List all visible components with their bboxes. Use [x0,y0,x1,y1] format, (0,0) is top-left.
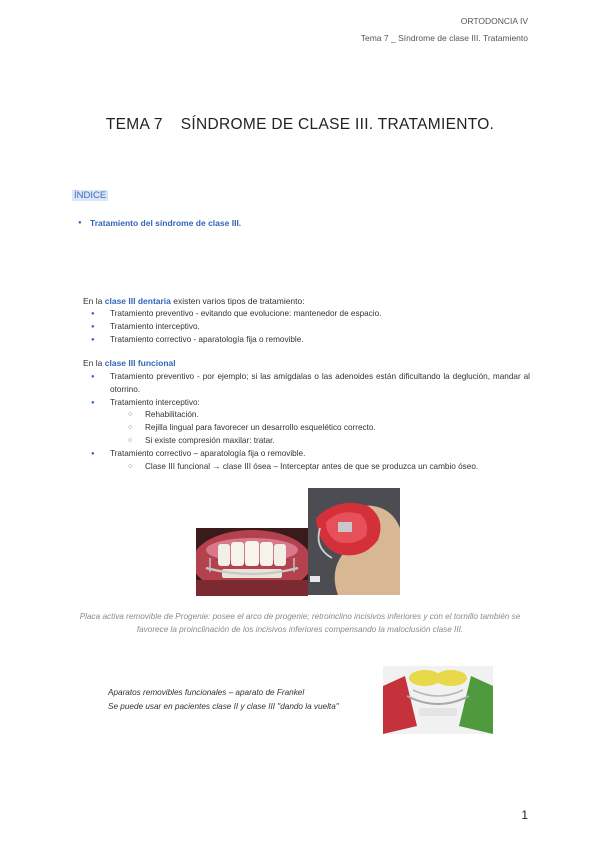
index-link-item[interactable]: ● Tratamiento del síndrome de clase III. [90,218,241,228]
photo-removable-plate-model [308,488,400,595]
list-item: ● Tratamiento correctivo – aparatología fija o removible. [0,448,530,461]
header-course: ORTODONCIA IV [460,16,528,26]
funcional-list [0,371,530,473]
dentaria-list [0,308,530,346]
index-heading[interactable]: ÍNDICE [74,190,107,201]
figure1-caption: Placa activa removible de Progenie: posee el arco de progenie; retroinclino incisivos inferiores y con el tornillo también se favorece la proinclinación de los incisivos inferiores compensando la maloclusión clase III. [79,612,521,634]
sub-list-item: ○ Clase III funcional → clase III ósea – Interceptar antes de que se produzca un cambio óseo. [0,461,530,474]
photo-intraoral-appliance [196,528,308,596]
sub-list-item: ○ Si existe compresión maxilar: tratar. [0,435,530,448]
list-item: ● Tratamiento preventivo - por ejemplo; si las amígdalas o las adenoides están dificultando la deglución, mandar al otorrino. [0,371,530,397]
funcional-highlight: clase III funcional [104,358,176,368]
header-topic: Tema 7 _ Síndrome de clase III. Tratamiento [360,33,528,43]
funcional-prefix: En la [83,358,105,368]
dentaria-suffix: existen varios tipos de tratamiento: [170,296,305,306]
title-number: TEMA 7 [105,116,163,133]
title-text: SÍNDROME DE CLASE III. TRATAMIENTO. [180,116,495,133]
dentaria-prefix: En la [83,296,105,306]
list-item: ● Tratamiento preventivo - evitando que evolucione: mantenedor de espacio. [0,308,530,321]
sub-list-item: ○ Rehabilitación. [0,409,530,422]
photo-frankel-appliance [383,666,493,734]
sub-list-item: ○ Rejilla lingual para favorecer un desarrollo esquelético correcto. [0,422,530,435]
funcional-intro [83,358,176,368]
figure2-caption-line1: Aparatos removibles funcionales – aparato de Frankel [108,688,305,697]
list-item: ● Tratamiento correctivo - aparatología fija o removible. [0,334,530,347]
page-number: 1 [521,808,528,822]
page-title [0,116,600,134]
dentaria-intro [83,296,305,306]
list-item: ● Tratamiento interceptivo. [0,321,530,334]
figure2-caption-line2: Se puede usar en pacientes clase II y clase III "dando la vuelta" [108,702,339,711]
list-item: ● Tratamiento interceptivo: [0,397,530,410]
dentaria-highlight: clase III dentaria [104,296,171,306]
